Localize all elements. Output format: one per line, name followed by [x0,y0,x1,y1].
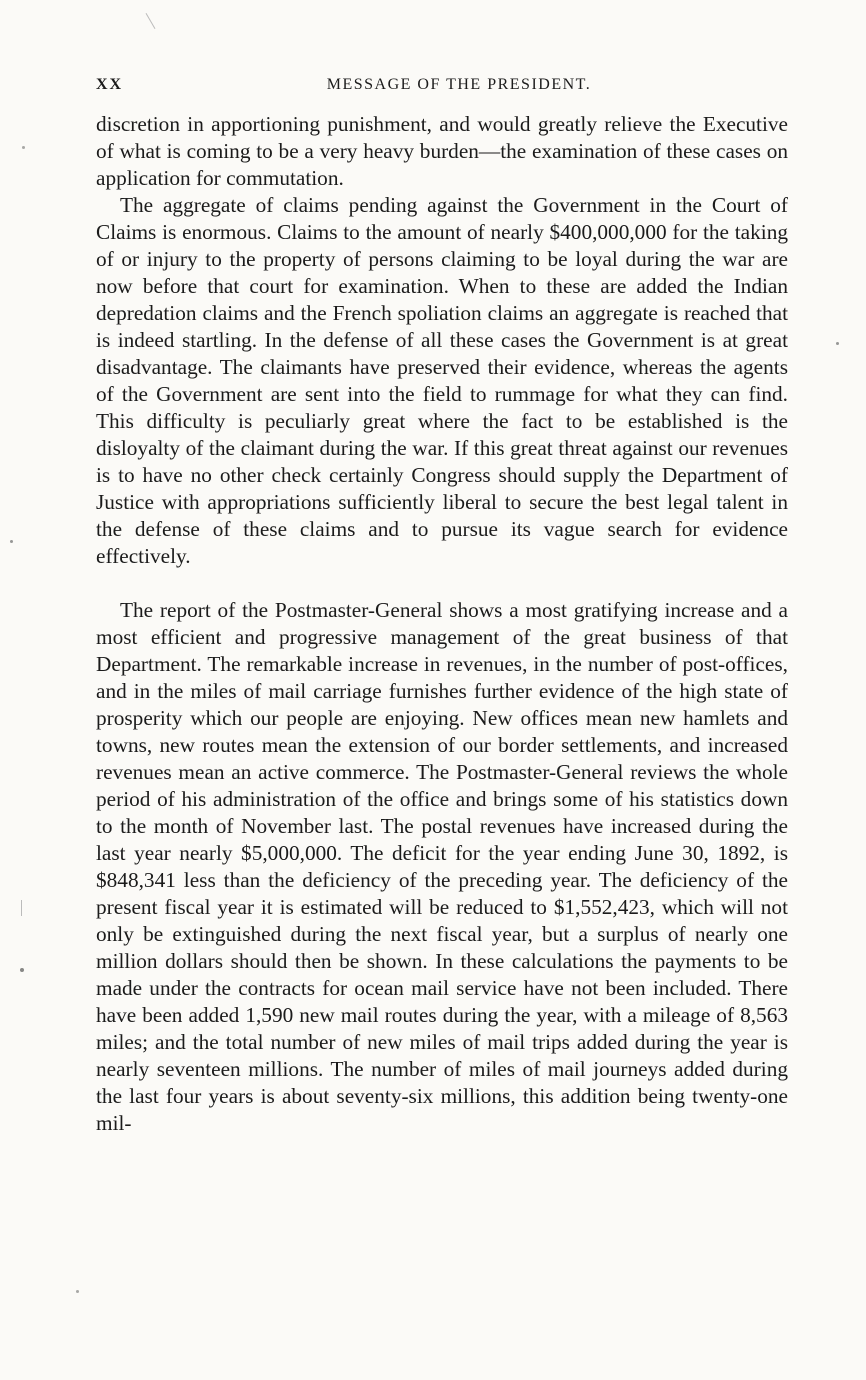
scan-speck [10,540,13,543]
paragraph-court-of-claims: The aggregate of claims pending against the Government in the Court of Claims is enormous. Claims to the amount of nearly $400,000,000 for the taking of or injury to the property of persons claiming to be loyal during the war are now before that court for examination. When to these are added the Indian depredation claims and the French spoliation claims an aggregate is reached that is indeed startling. In the defense of all these cases the Government is at great disadvantage. The claimants have preserved their evidence, whereas the agents of the Government are sent into the field to rummage for what they can find. This difficulty is peculiarly great where the fact to be established is the disloyalty of the claimant during the war. If this great threat against our revenues is to have no other check certainly Congress should supply the Department of Justice with appropriations sufficiently liberal to secure the best legal talent in the defense of these claims and to pursue its vague search for evidence effectively. [96,193,788,568]
paragraph-continued: discretion in apportioning punishment, and would greatly relieve the Executive of what is coming to be a very heavy burden—the examination of these cases on application for commutation. [96,112,788,190]
scan-speck [76,1290,79,1293]
page-number: XX [96,76,124,93]
body-text [96,111,788,1137]
scan-edge-mark [146,13,156,29]
running-header [96,76,788,100]
scan-speck [20,968,24,972]
scan-speck [836,342,839,345]
running-title: MESSAGE OF THE PRESIDENT. [326,76,592,93]
paragraph-postmaster-general: The report of the Postmaster-General shows a most gratifying increase and a most efficient and progressive management of the great business of that Department. The remarkable increase in revenues, in the number of post-offices, and in the miles of mail carriage furnishes further evidence of the high state of prosperity which our people are enjoying. New offices mean new hamlets and towns, new routes mean the extension of our border settlements, and increased revenues mean an active commerce. The Postmaster-General reviews the whole period of his administration of the office and brings some of his statistics down to the month of November last. The postal revenues have increased during the last year nearly $5,000,000. The deficit for the year ending June 30, 1892, is $848,341 less than the deficiency of the preceding year. The deficiency of the present fiscal year it is estimated will be reduced to $1,552,423, which will not only be extinguished during the next fiscal year, but a surplus of nearly one million dollars should then be shown. In these calculations the payments to be made under the contracts for ocean mail service have not been included. There have been added 1,590 new mail routes during the year, with a mileage of 8,563 miles; and the total number of new miles of mail trips added during the year is nearly seventeen millions. The number of miles of mail journeys added during the last four years is about seventy-six millions, this addition being twenty-one mil- [96,598,788,1135]
scan-speck [22,146,25,149]
scan-edge-mark [21,900,22,916]
